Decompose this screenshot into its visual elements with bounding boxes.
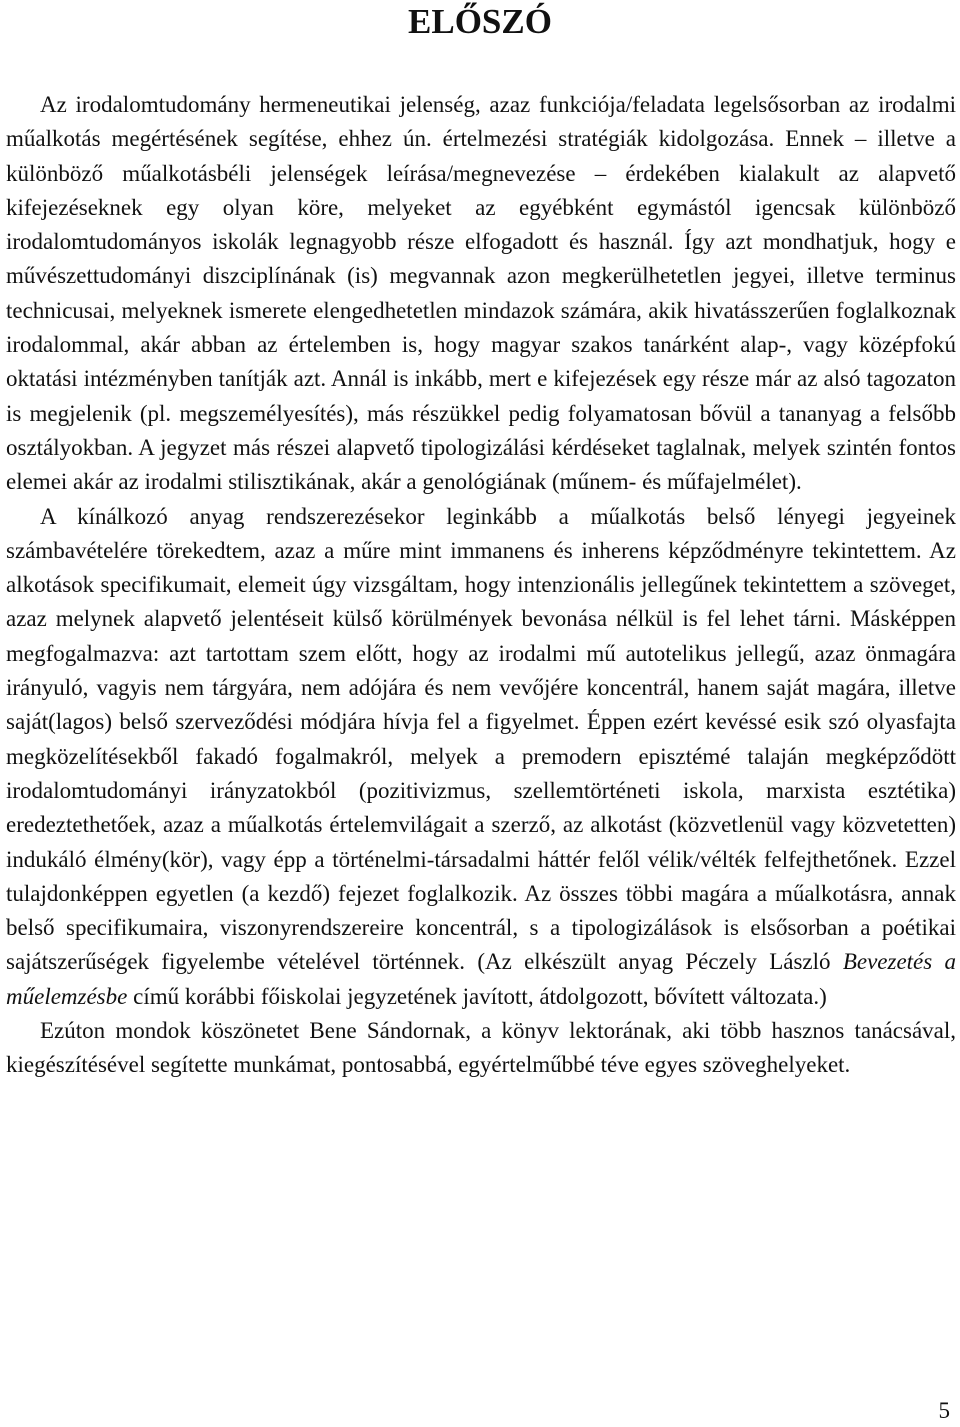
page-number: 5 <box>938 1398 950 1423</box>
paragraph-1: Az irodalomtudomány hermeneutikai jelenség, azaz funkciója/feladata legelsősorban az irodalmi műalkotás megértésének segítése, ehhez ún. értelmezési stratégiák kidolgozása. Ennek – illetve a különböző műalkotásbéli jelenségek leírása/megnevezése – érdekében kialakult az alapvető kifejezéseknek egy olyan köre, melyeket az egyébként egymástól igencsak különböző irodalomtudományos iskolák legnagyobb része elfogadott és használ. Így azt mondhatjuk, hogy e művészettudományi diszciplínának (is) megvannak azon megkerülhetetlen jegyei, illetve terminus technicusai, melyeknek ismerete elengedhetetlen mindazok számára, akik hivatásszerűen foglalkoznak irodalommal, akár abban az értelemben is, hogy magyar szakos tanárként alap-, vagy középfokú oktatási intézményben tanítják azt. Annál is inkább, mert e kifejezések egy része már az alsó tagozaton is megjelenik (pl. megszemélyesítés), más részükkel pedig folyamatosan bővül a tananyag a felsőbb osztályokban. A jegyzet más részei alapvető tipologizálási kérdéseket taglalnak, melyek szintén fontos elemei akár az irodalmi stilisztikának, akár a genológiának (műnem- és műfajelmélet). <box>6 92 956 495</box>
paragraph-3: Ezúton mondok köszönetet Bene Sándornak, a könyv lektorának, aki több hasznos tanácsával, kiegészítésével segítette munkámat, pontosabbá, egyértelműbbé téve egyes szöveghelyeket. <box>6 1018 956 1078</box>
paragraph-2-text: A kínálkozó anyag rendszerezésekor leginkább a műalkotás belső lényegi jegyeinek számbavételére törekedtem, azaz a műre mint immanens és inherens képződményre tekintettem. Az alkotások specifikumait, elemeit úgy vizsgáltam, hogy intenzionális jellegűnek tekintettem a szöveget, azaz melynek alapvető jelentéseit külső körülmények bevonása nélkül is fel lehet tárni. Másképpen megfogalmazva: azt tartottam szem előtt, hogy az irodalmi mű autotelikus jellegű, azaz önmagára irányuló, vagyis nem tárgyára, nem adójára és nem vevőjére koncentrál, hanem saját magára, illetve saját(lagos) belső szerveződési módjára hívja fel a figyelmet. Éppen ezért kevéssé esik szó olyasfajta megközelítésekből fakadó fogalmakról, melyek a premodern episztémé talaján megképződött irodalomtudományi irányzatokból (pozitivizmus, szellemtörténeti iskola, marxista esztétika) eredeztethetőek, azaz a műalkotás értelemvilágait a szerző, az alkotást (közvetlenül vagy közvetetten) indukáló élmény(kör), vagy épp a történelmi-társadalmi háttér felől vélik/vélték felfejthetőnek. Ezzel tulajdonképpen egyetlen (a kezdő) fejezet foglalkozik. Az összes többi magára a műalkotásra, annak belső specifikumaira, viszonyrendszereire koncentrál, s a tipologizálások is elsősorban a poétikai sajátszerűségek figyelembe vételével történnek. (Az elkészült anyag Péczely László <box>6 503 956 975</box>
paragraph-2-text-end: című korábbi főiskolai jegyzetének javított, átdolgozott, bővített változata.) <box>127 983 827 1009</box>
book-title-italic: Bevezetés a műelemzésbe <box>6 949 956 1009</box>
paragraph-2 <box>6 500 956 1014</box>
preface-body <box>6 88 956 1083</box>
page-title: ELŐSZÓ <box>408 2 552 41</box>
